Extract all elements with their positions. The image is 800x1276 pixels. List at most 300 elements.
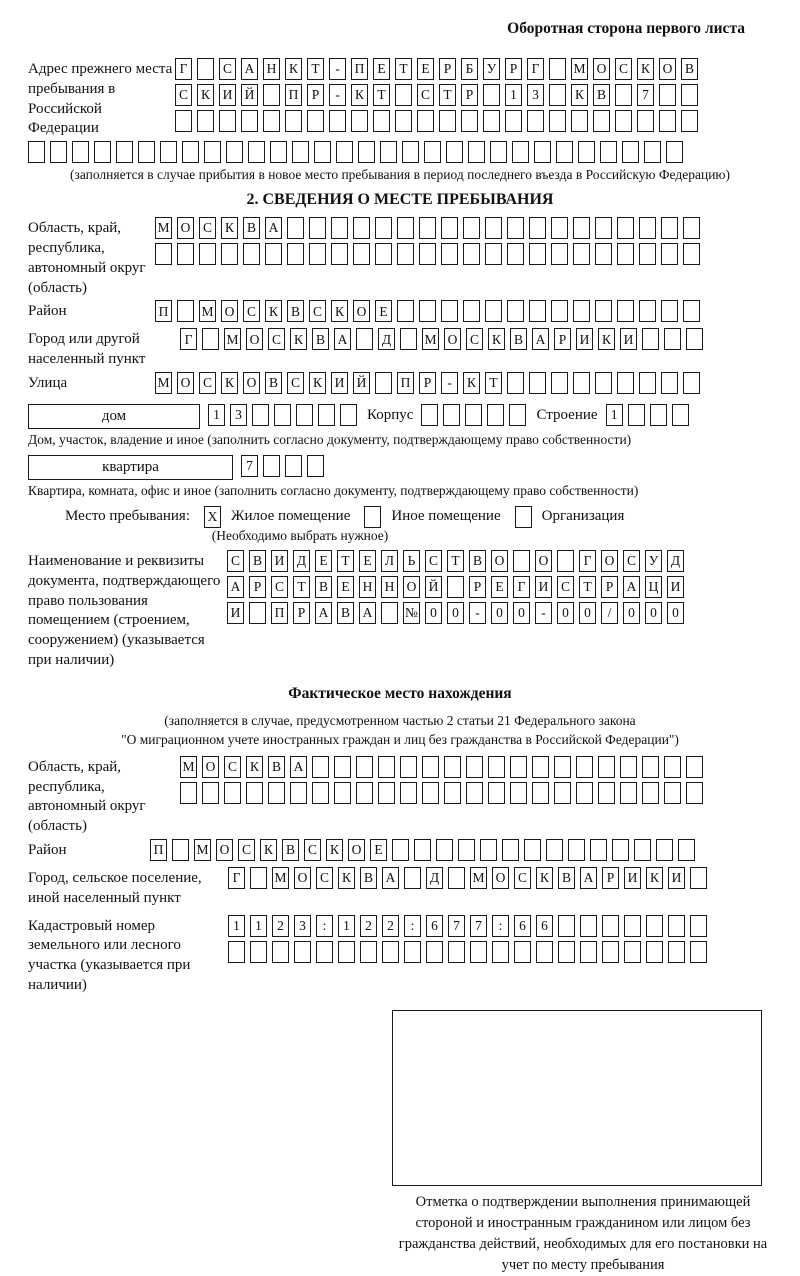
char-cell[interactable]: [316, 941, 333, 963]
char-cell[interactable]: [661, 217, 678, 239]
char-cell[interactable]: А: [359, 602, 376, 624]
char-cell[interactable]: [197, 110, 214, 132]
char-cell[interactable]: А: [290, 756, 307, 778]
char-cell[interactable]: С: [417, 84, 434, 106]
char-cell[interactable]: [419, 217, 436, 239]
char-cell[interactable]: [404, 941, 421, 963]
char-cell[interactable]: П: [285, 84, 302, 106]
char-cell[interactable]: [485, 243, 502, 265]
char-cell[interactable]: [546, 839, 563, 861]
char-cell[interactable]: 7: [637, 84, 654, 106]
char-cell[interactable]: [466, 782, 483, 804]
char-cell[interactable]: [529, 217, 546, 239]
char-cell[interactable]: [400, 328, 417, 350]
char-cell[interactable]: М: [422, 328, 439, 350]
char-cell[interactable]: [650, 404, 667, 426]
char-cell[interactable]: [558, 915, 575, 937]
char-cell[interactable]: [177, 300, 194, 322]
char-cell[interactable]: [661, 372, 678, 394]
char-cell[interactable]: П: [271, 602, 288, 624]
char-cell[interactable]: И: [535, 576, 552, 598]
char-cell[interactable]: А: [315, 602, 332, 624]
char-cell[interactable]: [448, 867, 465, 889]
char-cell[interactable]: [502, 839, 519, 861]
char-cell[interactable]: К: [338, 867, 355, 889]
char-cell[interactable]: [463, 300, 480, 322]
char-cell[interactable]: Т: [337, 550, 354, 572]
char-cell[interactable]: [404, 867, 421, 889]
char-cell[interactable]: [248, 141, 265, 163]
char-cell[interactable]: [509, 404, 526, 426]
char-cell[interactable]: [446, 141, 463, 163]
char-cell[interactable]: [642, 782, 659, 804]
char-cell[interactable]: В: [265, 372, 282, 394]
char-cell[interactable]: С: [557, 576, 574, 598]
char-cell[interactable]: О: [177, 372, 194, 394]
char-cell[interactable]: [356, 782, 373, 804]
char-cell[interactable]: С: [304, 839, 321, 861]
char-cell[interactable]: [443, 404, 460, 426]
char-cell[interactable]: [668, 915, 685, 937]
char-cell[interactable]: [668, 941, 685, 963]
char-cell[interactable]: [672, 404, 689, 426]
char-cell[interactable]: 0: [447, 602, 464, 624]
char-cell[interactable]: [419, 243, 436, 265]
char-cell[interactable]: [463, 243, 480, 265]
char-cell[interactable]: [554, 782, 571, 804]
char-cell[interactable]: [595, 300, 612, 322]
char-cell[interactable]: Е: [373, 58, 390, 80]
apartment-field-box[interactable]: квартира: [28, 455, 233, 480]
char-cell[interactable]: [488, 782, 505, 804]
char-cell[interactable]: Т: [485, 372, 502, 394]
char-cell[interactable]: К: [197, 84, 214, 106]
char-cell[interactable]: О: [491, 550, 508, 572]
char-cell[interactable]: Е: [491, 576, 508, 598]
char-cell[interactable]: [287, 217, 304, 239]
char-cell[interactable]: О: [243, 372, 260, 394]
char-cell[interactable]: М: [224, 328, 241, 350]
char-cell[interactable]: [656, 839, 673, 861]
char-cell[interactable]: С: [175, 84, 192, 106]
char-cell[interactable]: [249, 602, 266, 624]
char-cell[interactable]: [637, 110, 654, 132]
char-cell[interactable]: К: [260, 839, 277, 861]
char-cell[interactable]: [646, 915, 663, 937]
char-cell[interactable]: О: [202, 756, 219, 778]
char-cell[interactable]: [666, 141, 683, 163]
char-cell[interactable]: 1: [505, 84, 522, 106]
char-cell[interactable]: 0: [557, 602, 574, 624]
char-cell[interactable]: Т: [293, 576, 310, 598]
char-cell[interactable]: [510, 756, 527, 778]
char-cell[interactable]: Н: [359, 576, 376, 598]
char-cell[interactable]: Н: [381, 576, 398, 598]
char-cell[interactable]: [312, 756, 329, 778]
char-cell[interactable]: [686, 782, 703, 804]
char-cell[interactable]: [334, 756, 351, 778]
char-cell[interactable]: [490, 141, 507, 163]
char-cell[interactable]: О: [246, 328, 263, 350]
char-cell[interactable]: [573, 300, 590, 322]
char-cell[interactable]: [417, 110, 434, 132]
char-cell[interactable]: [436, 839, 453, 861]
char-cell[interactable]: К: [221, 372, 238, 394]
char-cell[interactable]: Р: [419, 372, 436, 394]
char-cell[interactable]: [290, 782, 307, 804]
char-cell[interactable]: [419, 300, 436, 322]
char-cell[interactable]: [622, 141, 639, 163]
char-cell[interactable]: [549, 110, 566, 132]
char-cell[interactable]: [458, 839, 475, 861]
char-cell[interactable]: С: [199, 372, 216, 394]
char-cell[interactable]: [243, 243, 260, 265]
char-cell[interactable]: [573, 217, 590, 239]
char-cell[interactable]: [221, 243, 238, 265]
char-cell[interactable]: [263, 455, 280, 477]
char-cell[interactable]: [659, 84, 676, 106]
char-cell[interactable]: [441, 300, 458, 322]
char-cell[interactable]: [329, 110, 346, 132]
char-cell[interactable]: О: [294, 867, 311, 889]
char-cell[interactable]: [360, 941, 377, 963]
char-cell[interactable]: Г: [579, 550, 596, 572]
char-cell[interactable]: [536, 941, 553, 963]
char-cell[interactable]: [180, 782, 197, 804]
char-cell[interactable]: [480, 839, 497, 861]
char-cell[interactable]: И: [667, 576, 684, 598]
char-cell[interactable]: А: [334, 328, 351, 350]
char-cell[interactable]: О: [353, 300, 370, 322]
char-cell[interactable]: 2: [360, 915, 377, 937]
char-cell[interactable]: 6: [426, 915, 443, 937]
char-cell[interactable]: А: [532, 328, 549, 350]
char-cell[interactable]: [397, 217, 414, 239]
char-cell[interactable]: [175, 110, 192, 132]
char-cell[interactable]: А: [265, 217, 282, 239]
char-cell[interactable]: [551, 300, 568, 322]
char-cell[interactable]: [551, 243, 568, 265]
char-cell[interactable]: [646, 941, 663, 963]
char-cell[interactable]: Р: [307, 84, 324, 106]
char-cell[interactable]: К: [285, 58, 302, 80]
char-cell[interactable]: [182, 141, 199, 163]
char-cell[interactable]: О: [593, 58, 610, 80]
char-cell[interactable]: :: [492, 915, 509, 937]
char-cell[interactable]: 0: [425, 602, 442, 624]
char-cell[interactable]: [265, 243, 282, 265]
char-cell[interactable]: Р: [554, 328, 571, 350]
char-cell[interactable]: [488, 756, 505, 778]
char-cell[interactable]: [507, 217, 524, 239]
char-cell[interactable]: 0: [623, 602, 640, 624]
char-cell[interactable]: П: [150, 839, 167, 861]
char-cell[interactable]: [593, 110, 610, 132]
char-cell[interactable]: Р: [461, 84, 478, 106]
char-cell[interactable]: [510, 782, 527, 804]
char-cell[interactable]: Р: [601, 576, 618, 598]
char-cell[interactable]: [309, 217, 326, 239]
char-cell[interactable]: :: [316, 915, 333, 937]
char-cell[interactable]: Й: [353, 372, 370, 394]
char-cell[interactable]: [358, 141, 375, 163]
char-cell[interactable]: [534, 141, 551, 163]
char-cell[interactable]: [507, 243, 524, 265]
char-cell[interactable]: [402, 141, 419, 163]
char-cell[interactable]: У: [483, 58, 500, 80]
char-cell[interactable]: [421, 404, 438, 426]
char-cell[interactable]: К: [351, 84, 368, 106]
char-cell[interactable]: Т: [307, 58, 324, 80]
char-cell[interactable]: [375, 372, 392, 394]
char-cell[interactable]: [307, 455, 324, 477]
char-cell[interactable]: О: [221, 300, 238, 322]
char-cell[interactable]: [334, 782, 351, 804]
char-cell[interactable]: [263, 84, 280, 106]
char-cell[interactable]: П: [397, 372, 414, 394]
char-cell[interactable]: В: [510, 328, 527, 350]
char-cell[interactable]: М: [199, 300, 216, 322]
char-cell[interactable]: Е: [315, 550, 332, 572]
char-cell[interactable]: [287, 243, 304, 265]
char-cell[interactable]: О: [177, 217, 194, 239]
char-cell[interactable]: Ц: [645, 576, 662, 598]
char-cell[interactable]: В: [249, 550, 266, 572]
char-cell[interactable]: [551, 217, 568, 239]
char-cell[interactable]: Д: [293, 550, 310, 572]
char-cell[interactable]: [422, 756, 439, 778]
char-cell[interactable]: [505, 110, 522, 132]
char-cell[interactable]: И: [271, 550, 288, 572]
char-cell[interactable]: 3: [294, 915, 311, 937]
char-cell[interactable]: [294, 941, 311, 963]
char-cell[interactable]: [642, 328, 659, 350]
char-cell[interactable]: [532, 782, 549, 804]
char-cell[interactable]: [664, 756, 681, 778]
char-cell[interactable]: К: [571, 84, 588, 106]
char-cell[interactable]: С: [425, 550, 442, 572]
char-cell[interactable]: [595, 243, 612, 265]
char-cell[interactable]: [382, 941, 399, 963]
char-cell[interactable]: [580, 941, 597, 963]
char-cell[interactable]: [378, 782, 395, 804]
char-cell[interactable]: [397, 243, 414, 265]
char-cell[interactable]: [678, 839, 695, 861]
char-cell[interactable]: [634, 839, 651, 861]
char-cell[interactable]: А: [227, 576, 244, 598]
checkbox-organization[interactable]: [515, 506, 532, 528]
char-cell[interactable]: В: [287, 300, 304, 322]
char-cell[interactable]: [617, 372, 634, 394]
char-cell[interactable]: С: [287, 372, 304, 394]
char-cell[interactable]: [558, 941, 575, 963]
char-cell[interactable]: 1: [228, 915, 245, 937]
char-cell[interactable]: С: [199, 217, 216, 239]
char-cell[interactable]: [598, 756, 615, 778]
char-cell[interactable]: М: [470, 867, 487, 889]
char-cell[interactable]: [568, 839, 585, 861]
char-cell[interactable]: [314, 141, 331, 163]
char-cell[interactable]: [468, 141, 485, 163]
char-cell[interactable]: [138, 141, 155, 163]
char-cell[interactable]: [228, 941, 245, 963]
char-cell[interactable]: С: [623, 550, 640, 572]
char-cell[interactable]: [353, 243, 370, 265]
checkbox-residential[interactable]: X: [204, 506, 221, 528]
char-cell[interactable]: [224, 782, 241, 804]
char-cell[interactable]: С: [615, 58, 632, 80]
char-cell[interactable]: [507, 300, 524, 322]
char-cell[interactable]: [615, 84, 632, 106]
char-cell[interactable]: [554, 756, 571, 778]
char-cell[interactable]: [598, 782, 615, 804]
char-cell[interactable]: [620, 782, 637, 804]
char-cell[interactable]: [422, 782, 439, 804]
char-cell[interactable]: В: [315, 576, 332, 598]
char-cell[interactable]: [628, 404, 645, 426]
char-cell[interactable]: [664, 328, 681, 350]
char-cell[interactable]: [527, 110, 544, 132]
char-cell[interactable]: 3: [230, 404, 247, 426]
char-cell[interactable]: [512, 141, 529, 163]
char-cell[interactable]: [94, 141, 111, 163]
char-cell[interactable]: М: [155, 217, 172, 239]
char-cell[interactable]: Д: [378, 328, 395, 350]
char-cell[interactable]: П: [351, 58, 368, 80]
char-cell[interactable]: [661, 243, 678, 265]
char-cell[interactable]: О: [444, 328, 461, 350]
char-cell[interactable]: [375, 217, 392, 239]
char-cell[interactable]: [448, 941, 465, 963]
char-cell[interactable]: [639, 372, 656, 394]
char-cell[interactable]: [380, 141, 397, 163]
char-cell[interactable]: Р: [439, 58, 456, 80]
char-cell[interactable]: В: [282, 839, 299, 861]
char-cell[interactable]: [683, 243, 700, 265]
char-cell[interactable]: [617, 300, 634, 322]
char-cell[interactable]: [197, 58, 214, 80]
char-cell[interactable]: [532, 756, 549, 778]
char-cell[interactable]: [392, 839, 409, 861]
char-cell[interactable]: [268, 782, 285, 804]
char-cell[interactable]: О: [535, 550, 552, 572]
char-cell[interactable]: [204, 141, 221, 163]
char-cell[interactable]: [580, 915, 597, 937]
char-cell[interactable]: К: [637, 58, 654, 80]
char-cell[interactable]: -: [441, 372, 458, 394]
char-cell[interactable]: [681, 84, 698, 106]
char-cell[interactable]: -: [329, 84, 346, 106]
char-cell[interactable]: В: [337, 602, 354, 624]
char-cell[interactable]: [250, 941, 267, 963]
char-cell[interactable]: К: [326, 839, 343, 861]
char-cell[interactable]: И: [227, 602, 244, 624]
char-cell[interactable]: [28, 141, 45, 163]
char-cell[interactable]: А: [382, 867, 399, 889]
char-cell[interactable]: 0: [579, 602, 596, 624]
char-cell[interactable]: [529, 300, 546, 322]
char-cell[interactable]: С: [271, 576, 288, 598]
char-cell[interactable]: [424, 141, 441, 163]
char-cell[interactable]: [226, 141, 243, 163]
char-cell[interactable]: [639, 300, 656, 322]
char-cell[interactable]: 0: [667, 602, 684, 624]
char-cell[interactable]: И: [668, 867, 685, 889]
char-cell[interactable]: С: [514, 867, 531, 889]
char-cell[interactable]: О: [659, 58, 676, 80]
char-cell[interactable]: М: [272, 867, 289, 889]
char-cell[interactable]: [590, 839, 607, 861]
char-cell[interactable]: [624, 941, 641, 963]
char-cell[interactable]: [617, 243, 634, 265]
char-cell[interactable]: -: [329, 58, 346, 80]
char-cell[interactable]: К: [598, 328, 615, 350]
char-cell[interactable]: №: [403, 602, 420, 624]
char-cell[interactable]: [529, 243, 546, 265]
char-cell[interactable]: Г: [180, 328, 197, 350]
char-cell[interactable]: Е: [375, 300, 392, 322]
char-cell[interactable]: [465, 404, 482, 426]
char-cell[interactable]: [250, 867, 267, 889]
char-cell[interactable]: 0: [513, 602, 530, 624]
char-cell[interactable]: [639, 217, 656, 239]
char-cell[interactable]: [556, 141, 573, 163]
char-cell[interactable]: [444, 782, 461, 804]
char-cell[interactable]: [683, 372, 700, 394]
char-cell[interactable]: [549, 58, 566, 80]
char-cell[interactable]: Р: [505, 58, 522, 80]
char-cell[interactable]: [353, 217, 370, 239]
char-cell[interactable]: К: [463, 372, 480, 394]
char-cell[interactable]: [681, 110, 698, 132]
char-cell[interactable]: [661, 300, 678, 322]
char-cell[interactable]: [336, 141, 353, 163]
char-cell[interactable]: П: [155, 300, 172, 322]
char-cell[interactable]: С: [243, 300, 260, 322]
char-cell[interactable]: [395, 110, 412, 132]
char-cell[interactable]: [381, 602, 398, 624]
char-cell[interactable]: [549, 84, 566, 106]
char-cell[interactable]: [600, 141, 617, 163]
char-cell[interactable]: [444, 756, 461, 778]
char-cell[interactable]: В: [469, 550, 486, 572]
char-cell[interactable]: М: [180, 756, 197, 778]
char-cell[interactable]: [72, 141, 89, 163]
char-cell[interactable]: [375, 243, 392, 265]
char-cell[interactable]: [492, 941, 509, 963]
char-cell[interactable]: 7: [470, 915, 487, 937]
char-cell[interactable]: Р: [602, 867, 619, 889]
char-cell[interactable]: [246, 782, 263, 804]
char-cell[interactable]: Г: [228, 867, 245, 889]
char-cell[interactable]: [485, 217, 502, 239]
char-cell[interactable]: С: [238, 839, 255, 861]
char-cell[interactable]: К: [309, 372, 326, 394]
char-cell[interactable]: [686, 328, 703, 350]
char-cell[interactable]: [338, 941, 355, 963]
char-cell[interactable]: В: [268, 756, 285, 778]
char-cell[interactable]: В: [312, 328, 329, 350]
char-cell[interactable]: [602, 941, 619, 963]
char-cell[interactable]: 0: [491, 602, 508, 624]
char-cell[interactable]: [513, 550, 530, 572]
char-cell[interactable]: И: [620, 328, 637, 350]
char-cell[interactable]: Г: [513, 576, 530, 598]
char-cell[interactable]: [202, 328, 219, 350]
char-cell[interactable]: И: [624, 867, 641, 889]
char-cell[interactable]: 2: [382, 915, 399, 937]
char-cell[interactable]: [683, 217, 700, 239]
